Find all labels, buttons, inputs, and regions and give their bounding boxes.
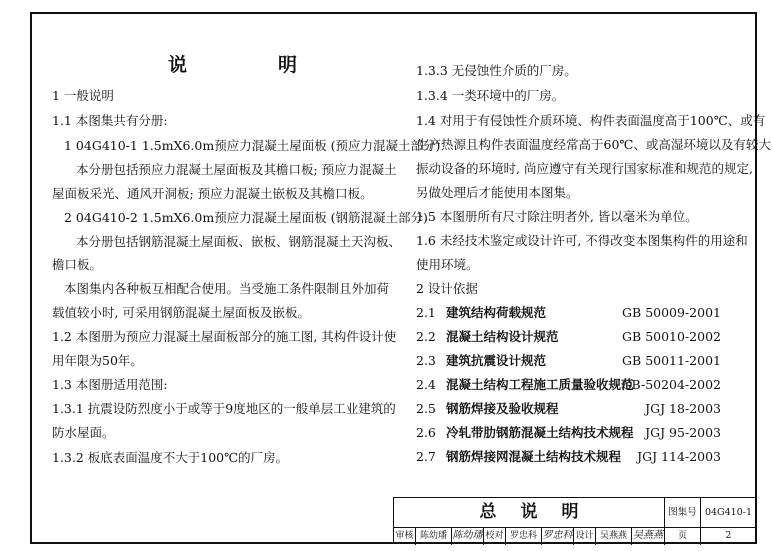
- title-block-signature-row: [394, 527, 757, 545]
- basis-number: 2.1: [416, 305, 436, 320]
- basis-code: GB 50010-2002: [622, 329, 721, 344]
- text-line: 生产热源且构件表面温度经常高于60℃、或高湿环境以及有较大: [416, 137, 771, 152]
- text-line: 1.5 本图册所有尺寸除注明者外, 皆以毫米为单位。: [416, 209, 698, 224]
- title-block-title: 总说明: [394, 498, 665, 527]
- basis-name: 建筑结构荷载规范: [446, 305, 547, 320]
- text-line: 檐口板。: [52, 257, 103, 272]
- atlas-number: 04G410-1: [704, 507, 753, 518]
- text-line: 1.3.4 一类环境中的厂房。: [416, 88, 565, 103]
- basis-number: 2.6: [416, 425, 436, 440]
- text-line: 1.4 对用于有侵蚀性介质环境、构件表面温度高于100℃、或有: [416, 113, 766, 128]
- designer-signature: 吴燕燕: [632, 527, 665, 545]
- basis-code: GB-50204-2002: [621, 377, 721, 392]
- page-label: 页: [665, 527, 701, 545]
- basis-number: 2.4: [416, 377, 436, 392]
- text-line: 1 04G410-1 1.5mX6.0m预应力混凝土屋面板 (预应力混凝土部分): [64, 138, 441, 153]
- page-title: 说 明: [168, 54, 334, 76]
- checker-signature: 罗忠科: [542, 527, 574, 545]
- basis-name: 混凝土结构设计规范: [446, 329, 559, 344]
- text-line: 1.3.1 抗震设防烈度小于或等于9度地区的一般单层工业建筑的: [52, 401, 396, 416]
- text-line: 用年限为50年。: [52, 353, 143, 368]
- basis-number: 2.7: [416, 449, 436, 464]
- text-line: 1.3 本图册适用范围:: [52, 377, 168, 392]
- checker-name: 罗忠科: [506, 527, 542, 545]
- basis-name: 混凝土结构工程施工质量验收规范: [446, 377, 634, 392]
- text-line: 1 一般说明: [52, 88, 114, 103]
- basis-code: JGJ 18-2003: [645, 401, 721, 416]
- text-line: 1.3.2 板底表面温度不大于100℃的厂房。: [52, 450, 289, 465]
- check-label: 校对: [484, 527, 506, 545]
- text-line: 1.1 本图集共有分册:: [52, 113, 168, 128]
- basis-name: 钢筋焊接及验收规程: [446, 401, 559, 416]
- basis-name: 钢筋焊接网混凝土结构技术规程: [446, 449, 622, 464]
- atlas-number-label: 图集号: [665, 498, 701, 527]
- title-block-top-row: [394, 498, 757, 528]
- text-line: 1.3.3 无侵蚀性介质的厂房。: [416, 63, 577, 78]
- basis-code: GB 50011-2001: [622, 353, 721, 368]
- text-line: 本分册包括钢筋混凝土屋面板、嵌板、钢筋混凝土天沟板、: [76, 234, 402, 249]
- design-label: 设计: [574, 527, 596, 545]
- basis-number: 2.3: [416, 353, 436, 368]
- text-line: 本分册包括预应力混凝土屋面板及其檐口板; 预应力混凝土: [76, 162, 397, 177]
- basis-code: JGJ 114-2003: [637, 449, 721, 464]
- text-line: 防水屋面。: [52, 425, 115, 440]
- text-line: 使用环境。: [416, 257, 479, 272]
- text-line: 本图集内各种板互相配合使用。当受施工条件限制且外加荷: [64, 281, 390, 296]
- title-block: [393, 497, 757, 544]
- text-line: 2 设计依据: [416, 281, 478, 296]
- review-label: 审核: [394, 527, 416, 545]
- page-number: 2: [725, 531, 732, 541]
- text-line: 1.6 未经技术鉴定或设计许可, 不得改变本图集构件的用途和: [416, 233, 748, 248]
- text-line: 载值较小时, 可采用钢筋混凝土屋面板及嵌板。: [52, 305, 310, 320]
- basis-code: GB 50009-2001: [622, 305, 721, 320]
- text-line: 另做处理后才能使用本图集。: [416, 185, 579, 200]
- reviewer-name: 陈幼璠: [416, 527, 452, 545]
- basis-number: 2.5: [416, 401, 436, 416]
- basis-code: JGJ 95-2003: [645, 425, 721, 440]
- text-line: 屋面板采光、通风开洞板; 预应力混凝土嵌板及其檐口板。: [52, 186, 373, 201]
- text-line: 振动设备的环境时, 尚应遵守有关现行国家标准和规范的规定,: [416, 161, 753, 176]
- text-line: 1.2 本图册为预应力混凝土屋面板部分的施工图, 其构件设计使: [52, 329, 397, 344]
- basis-name: 冷轧带肋钢筋混凝土结构技术规程: [446, 425, 634, 440]
- basis-number: 2.2: [416, 329, 436, 344]
- designer-name: 吴燕燕: [596, 527, 632, 545]
- reviewer-signature: 陈幼璠: [452, 527, 484, 545]
- text-line: 2 04G410-2 1.5mX6.0m预应力混凝土屋面板 (钢筋混凝土部分): [64, 210, 428, 225]
- basis-name: 建筑抗震设计规范: [446, 353, 547, 368]
